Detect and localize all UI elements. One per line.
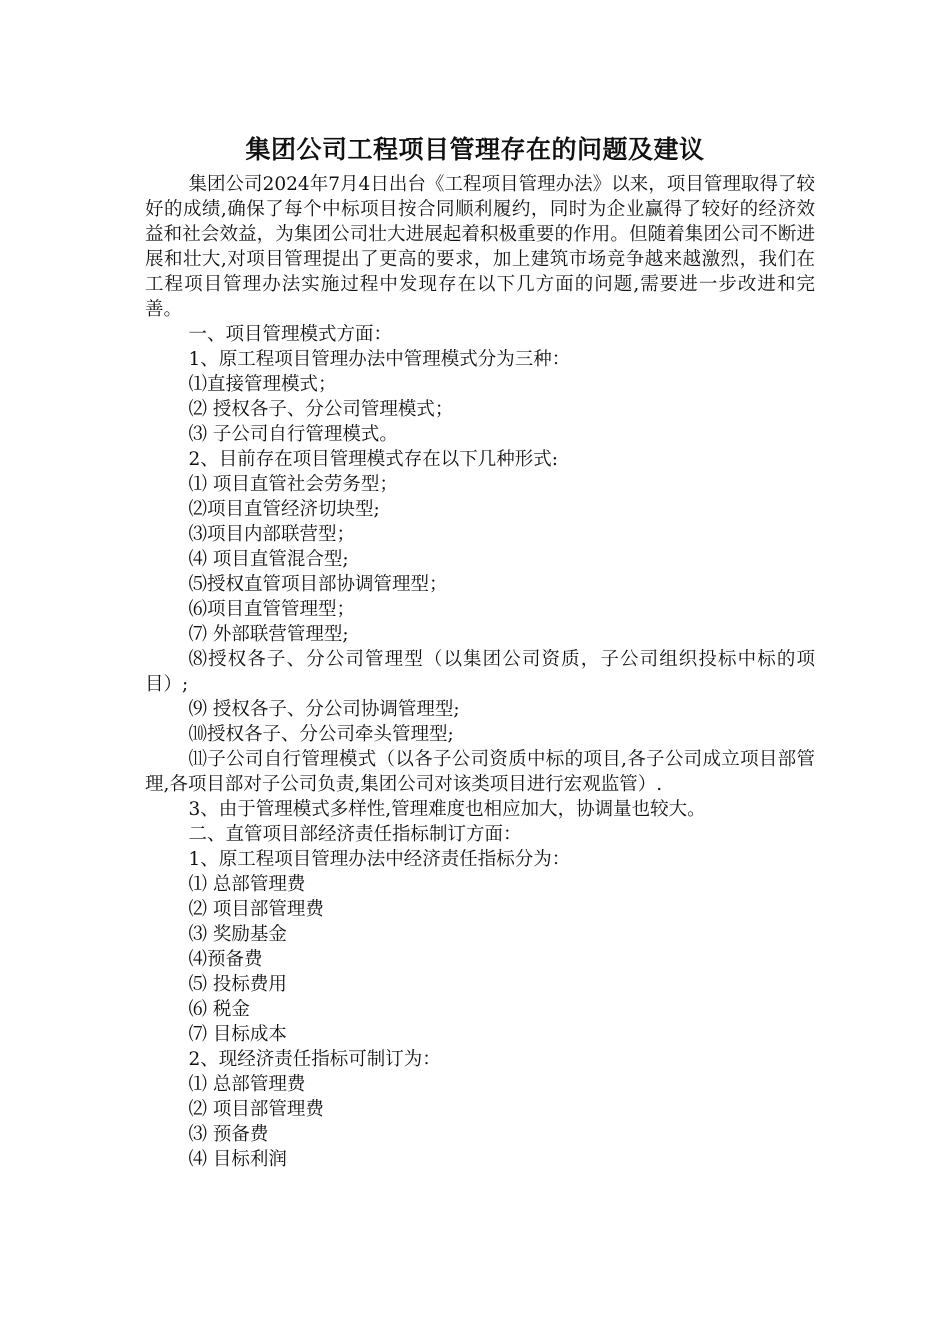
list-item: ⑺ 外部联营管理型;	[188, 624, 349, 645]
list-item: ⑵ 项目部管理费	[188, 1099, 324, 1120]
list-item: ⑶项目内部联营型；	[188, 524, 355, 545]
list-item: ⑴直接管理模式；	[188, 374, 337, 395]
document-body	[145, 172, 815, 1172]
list-item: ⑾子公司自行管理模式（以各子公司资质中标的项目,各子公司成立项目部管理,各项目部对子公司负责,集团公司对该类项目进行宏观监管）.	[145, 749, 815, 795]
list-item: ⑻授权各子、分公司管理型（以集团公司资质，子公司组织投标中标的项目）;	[145, 649, 815, 695]
list-item: ⑼ 授权各子、分公司协调管理型;	[188, 699, 460, 720]
list-item: ⑷ 目标利润	[188, 1149, 287, 1170]
list-item: ⑵项目直管经济切块型;	[188, 499, 380, 520]
list-item: ⑹ 税金	[188, 999, 250, 1020]
list-item: ⑵ 授权各子、分公司管理模式；	[188, 399, 454, 420]
list-item: ⑷预备费	[188, 949, 263, 970]
list-item: ⑷ 项目直管混合型;	[188, 549, 349, 570]
section-2-point-2: 2、现经济责任指标可制订为：	[188, 1049, 441, 1070]
section-1-point-2: 2、目前存在项目管理模式存在以下几种形式:	[188, 449, 558, 470]
section-2-heading: 二、直管项目部经济责任指标制订方面：	[188, 824, 522, 845]
list-item: ⑵ 项目部管理费	[188, 899, 324, 920]
list-item: ⑴ 总部管理费	[188, 1074, 306, 1095]
list-item: ⑹项目直管管理型；	[188, 599, 355, 620]
document-title: 集团公司工程项目管理存在的问题及建议	[245, 135, 705, 164]
list-item: ⑽授权各子、分公司牵头管理型;	[188, 724, 454, 745]
list-item: ⑸授权直管项目部协调管理型；	[188, 574, 448, 595]
section-1-point-1: 1、原工程项目管理办法中管理模式分为三种：	[188, 349, 571, 370]
list-item: ⑺ 目标成本	[188, 1024, 287, 1045]
section-2-point-1: 1、原工程项目管理办法中经济责任指标分为：	[188, 849, 571, 870]
list-item: ⑸ 投标费用	[188, 974, 287, 995]
list-item: ⑶ 子公司自行管理模式。	[188, 424, 398, 445]
list-item: ⑶ 奖励基金	[188, 924, 287, 945]
section-1-point-3: 3、由于管理模式多样性,管理难度也相应加大，协调量也较大。	[188, 799, 706, 820]
section-1-heading: 一、项目管理模式方面：	[188, 324, 392, 345]
list-item: ⑶ 预备费	[188, 1124, 269, 1145]
list-item: ⑴ 总部管理费	[188, 874, 306, 895]
list-item: ⑴ 项目直管社会劳务型；	[188, 474, 398, 495]
intro-paragraph: 集团公司2024年7月4日出台《工程项目管理办法》以来，项目管理取得了较好的成绩,确保了每个中标项目按合同顺利履约，同时为企业赢得了较好的经济效益和社会效益，为集团公司壮大进展起着积极重要的作用。但随着集团公司不断进展和壮大,对项目管理提出了更高的要求，加上建筑市场竞争越来越激烈，我们在工程项目管理办法实施过程中发现存在以下几方面的问题,需要进一步改进和完善。	[145, 174, 815, 320]
